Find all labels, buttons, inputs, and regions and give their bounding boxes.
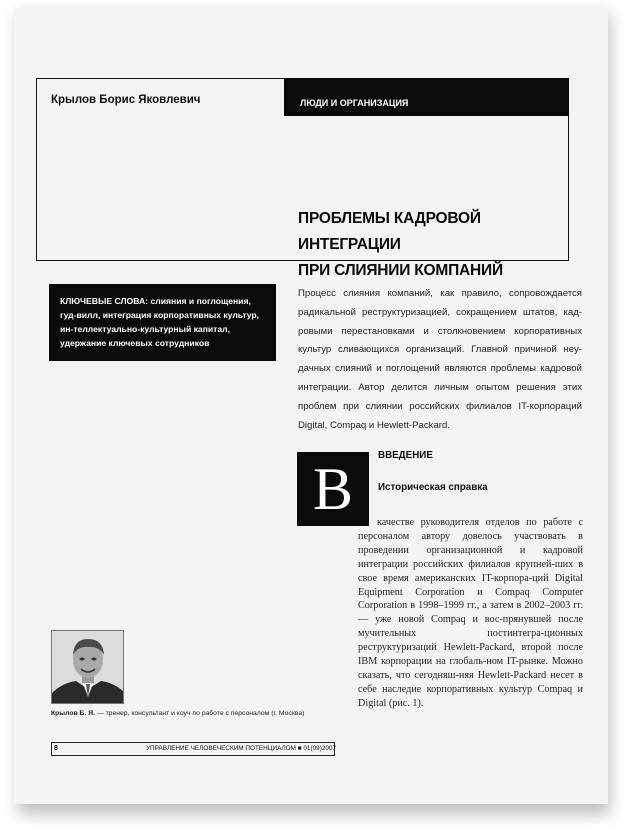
page-number: 8: [54, 745, 58, 752]
intro-subheading: Историческая справка: [378, 482, 488, 493]
photo-caption: [51, 710, 341, 717]
keywords-box: [49, 284, 276, 361]
intro-body: качестве руководителя отделов по работе с персоналом автору довелось участвовать в проведении организационной и кадровой интеграции российских филиалов крупней-ших в свое время американских IT-корпора-ций Digital Equipment Corporation и Compaq Computer Corporation в 1998–1999 гг., а затем в 2002–2003 гг. — уже новой Compaq и вос-прянувшей после мучительных постинтегра-ционных реструктуризаций Hewlett-Packard, второй после IBM корпорации на глобаль-ном IT-рынке. Можно сказать, что сегодняш-няя Hewlett-Packard несет в себе наследие корпоративных культур Compaq и Digital (рис. 1).: [358, 517, 583, 709]
author-portrait: [52, 631, 124, 704]
author-name: Крылов Борис Яковлевич: [51, 94, 201, 106]
caption-name: Крылов Б. Я.: [51, 710, 95, 717]
article-title: [298, 206, 578, 284]
keywords-label: КЛЮЧЕВЫЕ СЛОВА:: [60, 296, 149, 306]
drop-cap: В: [297, 452, 369, 526]
abstract: Процесс слияния компаний, как правило, сопровождается радикальной реструктуризацией, сокращением штатов, кад-ровыми перестановками и столкновением корпоративных культур сливающихся организаций. Главной причиной неу-дачных слияний и поглощений являются проблемы кадровой интеграции. Автор делится личным опытом решения этих проблем при слиянии российских филиалов IT-корпораций Digital, Compaq и Hewlett-Packard.: [298, 288, 582, 431]
intro-heading: ВВЕДЕНИЕ: [378, 450, 433, 461]
article-title-line-1: ПРОБЛЕМЫ КАДРОВОЙ ИНТЕГРАЦИИ: [298, 210, 481, 253]
journal-name: УПРАВЛЕНИЕ ЧЕЛОВЕЧЕСКИМ ПОТЕНЦИАЛОМ ■ 01(09)2007: [146, 745, 337, 752]
caption-text: — тренер, консультант и коуч по работе с персоналом (г. Москва): [95, 710, 305, 717]
section-label: ЛЮДИ И ОРГАНИЗАЦИЯ: [300, 98, 409, 108]
article-title-line-2: ПРИ СЛИЯНИИ КОМПАНИЙ: [298, 262, 503, 279]
author-photo: [51, 630, 124, 704]
section-bar: [284, 78, 569, 116]
keywords-text: слияния и поглощения, гуд-вилл, интеграция корпоративных культур, ин-теллектуально-культурный капитал, удержание ключевых сотрудников: [60, 296, 260, 348]
